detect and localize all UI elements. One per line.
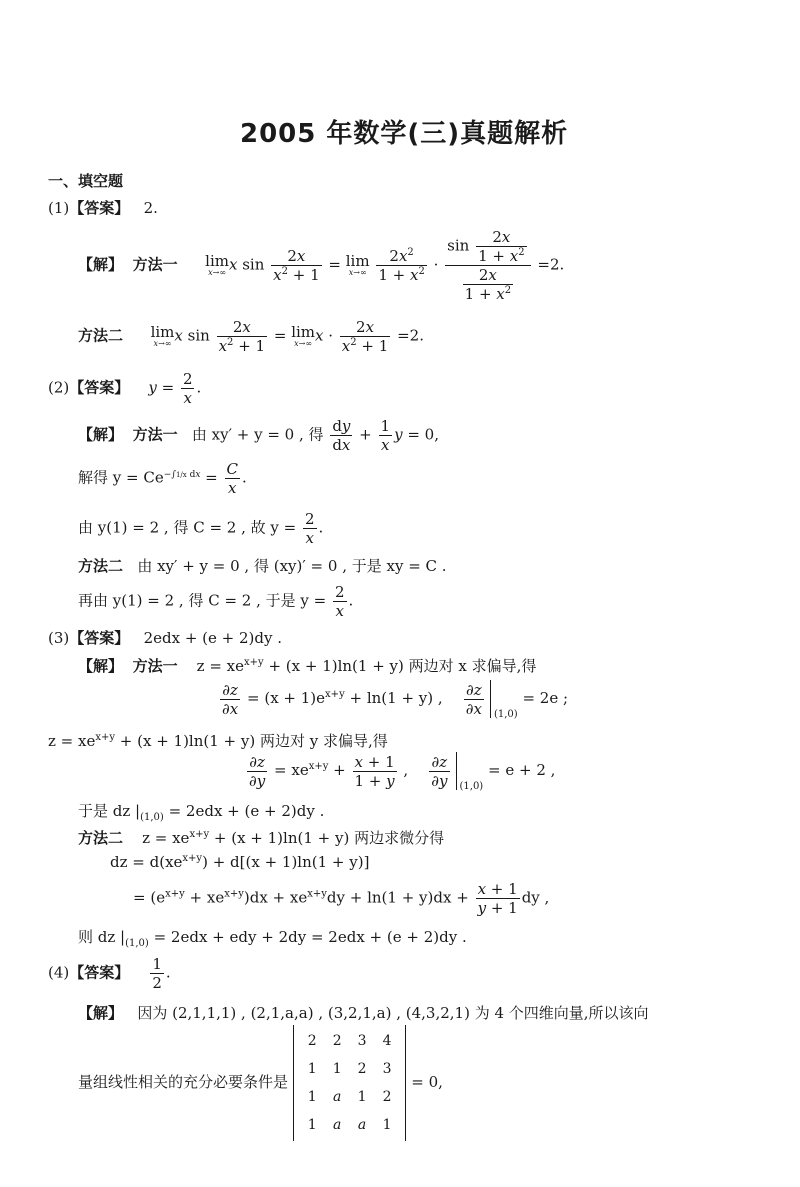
exp: x+y xyxy=(224,888,244,900)
dy-rhs: = xe xyxy=(274,761,309,779)
sub10: (1,0) xyxy=(459,781,484,792)
cell: a xyxy=(333,1117,342,1133)
q1-answer: 2. xyxy=(143,199,158,217)
method2-label: 方法二 xyxy=(78,326,124,345)
cell: 1 xyxy=(357,1089,367,1105)
q3-method2 xyxy=(78,827,444,848)
q2-y1: 由 y(1) = 2 , 得 C = 2 , 故 y = $\frac{2}{x}$ . xyxy=(78,510,324,547)
cell: a xyxy=(333,1089,342,1105)
sub10: (1,0) xyxy=(493,709,518,720)
q1-method2: 方法二 lim x→∞ x sin $\frac{2x}{x^2 + 1}$ = lim x→∞ x · $\frac{2x}{x^2 + 1}$ =2. xyxy=(78,318,424,355)
exp: x+y xyxy=(95,732,116,743)
answer-label: 【答案】 xyxy=(69,378,130,397)
q2-again: 再由 y(1) = 2 , 得 C = 2 , 于是 y = $\frac{2}{x}$ . xyxy=(78,583,354,620)
section-heading: 一、填空题 xyxy=(48,172,124,190)
q2-method2 xyxy=(78,555,447,576)
q2-m2-text: 由 xy′ + y = 0 , 得 (xy)′ = 0 , 于是 xy = C . xyxy=(137,557,447,575)
q2-method1: 【解】 方法一 由 xy′ + y = 0 , 得 $\frac{dy}{dx}$ + $\frac{1}{x}$ y = 0, xyxy=(78,417,439,454)
q2-de-end: = 0, xyxy=(407,425,439,444)
answer-label: 【答案】 xyxy=(69,629,130,647)
q4-text2-end: = 0, xyxy=(411,1073,443,1091)
q3-partial-x: $\frac{\partial z}{\partial x}$ = $(x + 1)e^{x+y} + \ln(1 + y)$ , $\frac{\partial z}{\partial x}$ $_{(1,0)}$ = 2e ; xyxy=(222,680,569,720)
q3-so xyxy=(78,800,324,823)
q2-solve: 解得 $y = Ce^{-\int 1/x dx}$ = $\frac{C}{x}$ . xyxy=(78,460,247,497)
d2: = (e xyxy=(133,888,166,907)
d2e: dy , xyxy=(521,888,550,907)
then-b: = 2edx + edy + 2dy = 2edx + (e + 2)dy . xyxy=(148,928,467,946)
cell: 2 xyxy=(357,1061,367,1077)
q3-y-line xyxy=(48,730,388,751)
cell: 1 xyxy=(307,1061,317,1077)
q3-y-rest: + (x + 1)ln(1 + y) 两边对 y 求偏导,得 xyxy=(115,732,388,750)
d2d: dy + ln(1 + y)dx + xyxy=(326,888,469,907)
q3-then xyxy=(78,926,467,949)
q1-number: (1) xyxy=(48,199,70,217)
q3-d2: = $(e^{x+y} + xe^{x+y})dx + xe^{x+y}dy + \ln(1 + y)dx$ + $\frac{x + 1}{y + 1}$ dy , xyxy=(133,880,550,917)
answer-label: 【答案】 xyxy=(69,199,130,217)
exp: x+y xyxy=(307,888,327,900)
q3-method1 xyxy=(78,655,536,676)
cell: 1 xyxy=(382,1117,392,1133)
dx-rhs: = (x + 1)e xyxy=(247,689,326,707)
cell: 1 xyxy=(307,1089,317,1105)
so-b: = 2edx + (e + 2)dy . xyxy=(163,802,325,820)
q3-answer-line xyxy=(48,627,282,648)
q4-answer-line: (4)【答案】 $\frac{1}{2}$ . xyxy=(48,955,171,992)
q2-solve-text: 解得 y = Ce xyxy=(78,468,164,487)
cell: a xyxy=(357,1117,367,1133)
q2-answer-line: (2)【答案】 y = $\frac{2}{x}$ . xyxy=(48,370,202,407)
q2-number: (2) xyxy=(48,378,70,397)
dx-val: = 2e ; xyxy=(522,689,569,707)
cell: 3 xyxy=(382,1061,392,1077)
q2-y1-text: 由 y(1) = 2 , 得 C = 2 , 故 y = xyxy=(78,518,297,537)
d1b: ) + d[(x + 1)ln(1 + y)] xyxy=(202,853,370,871)
determinant xyxy=(293,1025,407,1141)
q1-answer-line xyxy=(48,197,158,218)
so-a: 于是 dz | xyxy=(78,802,141,820)
sub10: (1,0) xyxy=(140,812,164,823)
exp: x+y xyxy=(308,761,329,772)
q3-m2-text: z = xe xyxy=(142,829,190,847)
q3-m2-rest: + (x + 1)ln(1 + y) 两边求微分得 xyxy=(209,829,445,847)
method1-label: 方法一 xyxy=(132,657,178,675)
q4-solution xyxy=(78,1002,649,1023)
method1-label: 方法一 xyxy=(132,425,178,444)
lim-op: lim x→∞ xyxy=(205,252,229,277)
exp: x+y xyxy=(182,853,203,864)
cell: 3 xyxy=(357,1033,367,1049)
method2-label: 方法二 xyxy=(78,829,124,847)
d1: dz = d(xe xyxy=(110,853,183,871)
sub10: (1,0) xyxy=(125,938,149,949)
solution-label: 【解】 xyxy=(78,657,124,675)
d2b: + xe xyxy=(184,888,225,907)
answer-label: 【答案】 xyxy=(69,963,130,982)
q4-number: (4) xyxy=(48,963,70,982)
q4-det-line xyxy=(78,1025,443,1141)
dx-rhs2: + ln(1 + y) , xyxy=(344,689,443,707)
dy-val: = e + 2 , xyxy=(488,761,556,779)
solution-label: 【解】 xyxy=(78,1004,124,1022)
q4-text2: 量组线性相关的充分必要条件是 xyxy=(78,1073,289,1091)
q3-m1-rest: + (x + 1)ln(1 + y) 两边对 x 求偏导,得 xyxy=(263,657,537,675)
method2-label: 方法二 xyxy=(78,557,124,575)
cell: 2 xyxy=(332,1033,342,1049)
then-a: 则 dz | xyxy=(78,928,126,946)
exp: x+y xyxy=(165,888,185,900)
exp: x+y xyxy=(189,829,210,840)
q3-d1 xyxy=(110,853,369,871)
page-title: 2005 年数学(三)真题解析 xyxy=(240,119,569,149)
solution-label: 【解】 xyxy=(78,425,124,444)
q2-de-text: 由 xy′ + y = 0 , 得 xyxy=(191,425,324,444)
cell: 1 xyxy=(332,1061,342,1077)
d2c: )dx + xe xyxy=(243,888,308,907)
q3-m1-text: z = xe xyxy=(196,657,244,675)
cell: 1 xyxy=(307,1117,317,1133)
cell: 4 xyxy=(382,1033,392,1049)
cell: 2 xyxy=(382,1089,392,1105)
q4-text1: 因为 (2,1,1,1) , (2,1,a,a) , (3,2,1,a) , (4,3,2,1) 为 4 个四维向量,所以该向 xyxy=(137,1004,649,1022)
solution-label: 【解】 xyxy=(78,255,124,274)
q1-method1: 【解】 方法一 lim x→∞ x sin $\frac{2x}{x^2 + 1}$ = lim x→∞ $\frac{2x^2}{1 + x^2}$ · sin $\frac{2x}{1 + x^2}$ $\frac{2x}{1 + x^2}$ =2. xyxy=(78,228,565,303)
exp: x+y xyxy=(244,657,264,668)
q3-answer: 2edx + (e + 2)dy . xyxy=(143,629,283,647)
method1-label: 方法一 xyxy=(132,255,178,274)
q3-number: (3) xyxy=(48,629,70,647)
q1-result1: =2. xyxy=(537,255,565,274)
q3-y-text: z = xe xyxy=(48,732,96,750)
cell: 2 xyxy=(307,1033,317,1049)
q2-again-text: 再由 y(1) = 2 , 得 C = 2 , 于是 y = xyxy=(78,591,327,610)
q1-result2: =2. xyxy=(397,326,424,345)
q3-partial-y: $\frac{\partial z}{\partial y}$ = $xe^{x+y}$ + $\frac{x + 1}{1 + y}$ , $\frac{\partial z}{\partial y}$ $_{(1,0)}$ = e + 2 , xyxy=(249,752,556,792)
exp: x+y xyxy=(325,689,345,700)
